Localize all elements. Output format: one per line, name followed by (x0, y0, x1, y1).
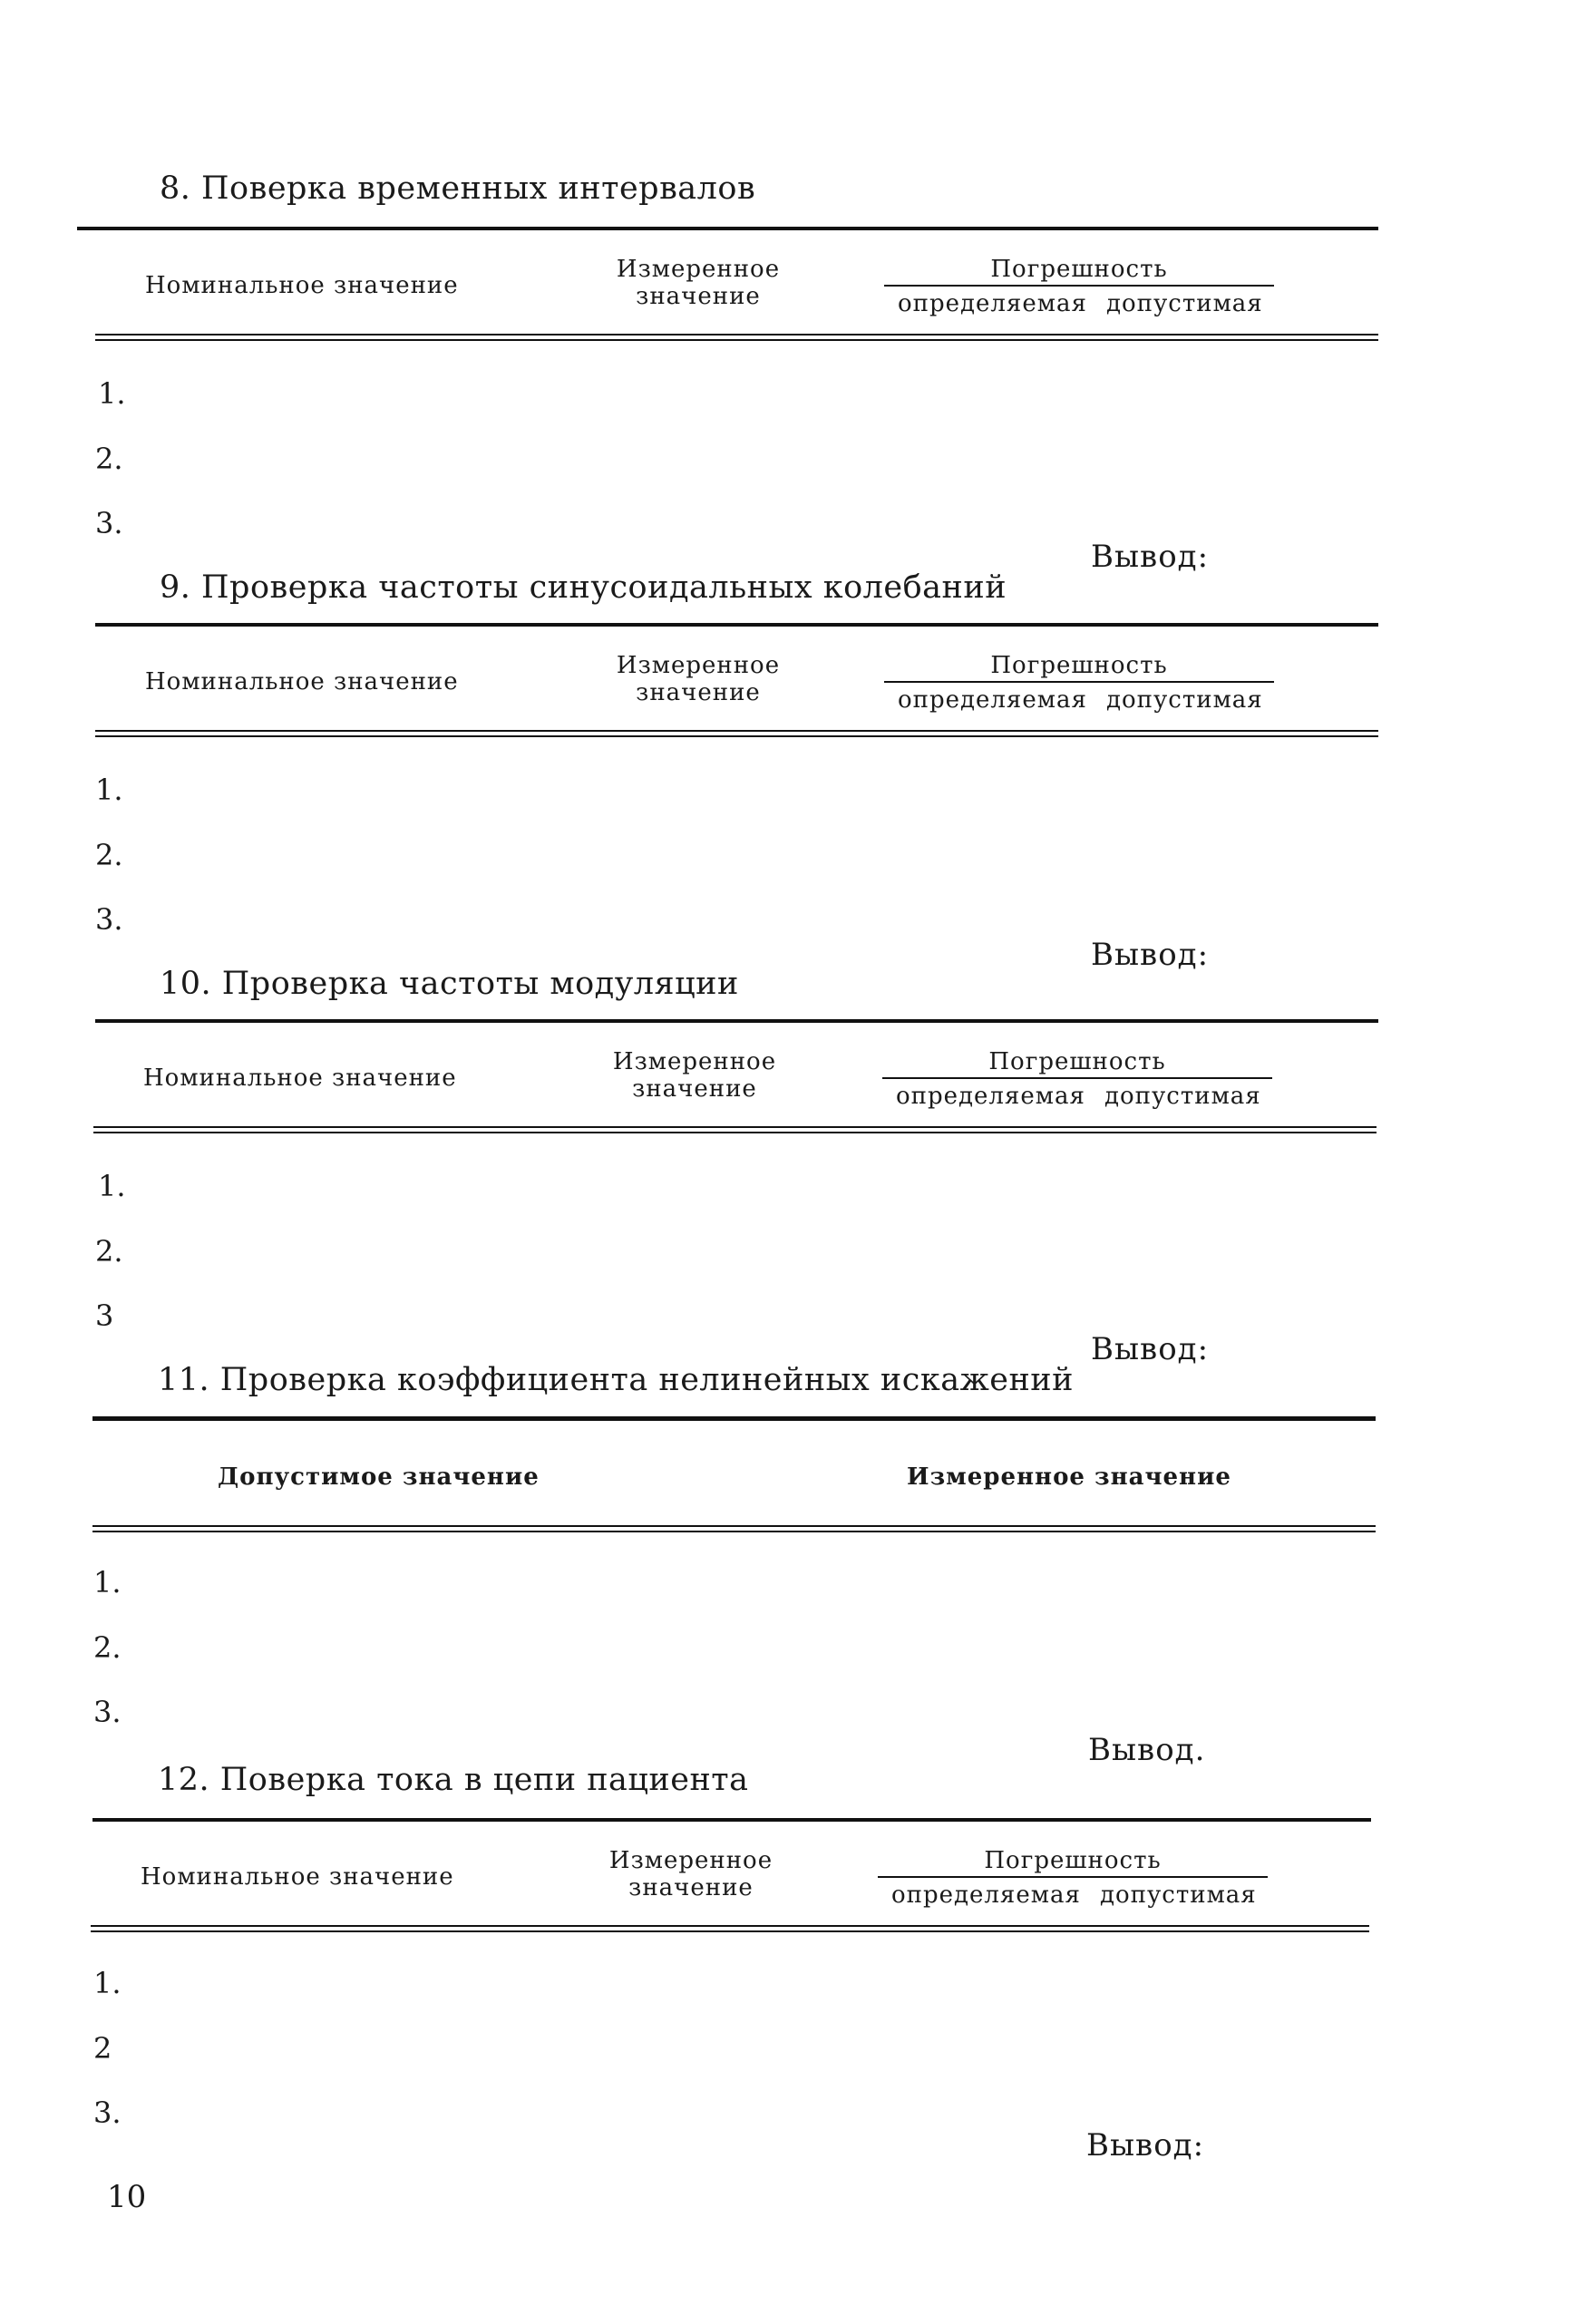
row-number: 2. (95, 838, 123, 872)
header-bottom-rule-2 (95, 339, 1378, 341)
row-number: 3. (95, 506, 123, 540)
section-title: 8. Поверка временных интервалов (160, 170, 756, 207)
error-underline (884, 681, 1274, 683)
error-underline (884, 285, 1274, 287)
header-bottom-rule (91, 1925, 1369, 1927)
row-number: 1. (98, 1169, 126, 1203)
header-measured: Измеренное значение (612, 1048, 777, 1103)
row-number: 3. (93, 2095, 122, 2130)
header-bottom-rule-2 (93, 1132, 1377, 1133)
header-measured: Измеренное значение (616, 256, 781, 310)
header-nominal: Номинальное значение (141, 1863, 454, 1891)
row-number: 1. (93, 1565, 122, 1600)
header-bottom-rule (92, 1525, 1376, 1527)
conclusion-label: Вывод: (1091, 539, 1210, 575)
row-number: 1. (95, 773, 123, 807)
table-top-rule (95, 1019, 1378, 1023)
header-allowed: допустимая (1104, 1083, 1261, 1110)
header-determined: определяемая (898, 686, 1087, 714)
header-measured: Измеренное значение (616, 652, 781, 706)
row-number: 3. (95, 902, 123, 937)
header-error: Погрешность (984, 1847, 1162, 1874)
header-allowed: допустимая (1106, 686, 1263, 714)
row-number: 2. (93, 1630, 122, 1665)
row-number: 2 (93, 2031, 112, 2066)
header-nominal: Номинальное значение (145, 272, 459, 299)
header-determined: определяемая (891, 1882, 1081, 1909)
section-title: 9. Проверка частоты синусоидальных колебаний (160, 569, 1007, 606)
header-bottom-rule (95, 730, 1378, 732)
error-underline (882, 1077, 1272, 1079)
header-nominal: Номинальное значение (145, 668, 459, 695)
header-determined: определяемая (898, 290, 1087, 317)
conclusion-label: Вывод: (1086, 2127, 1205, 2164)
section-title: 11. Проверка коэффициента нелинейных искажений (158, 1362, 1074, 1398)
header-bottom-rule (95, 334, 1378, 335)
row-number: 1. (98, 376, 126, 411)
conclusion-label: Вывод: (1091, 1331, 1210, 1367)
header-bottom-rule-2 (95, 735, 1378, 737)
header-error: Погрешность (988, 1048, 1166, 1075)
row-number: 2. (95, 1234, 123, 1269)
section-title: 10. Проверка частоты модуляции (160, 966, 739, 1002)
header-bottom-rule (93, 1126, 1377, 1128)
header-bottom-rule-2 (91, 1930, 1369, 1932)
table-top-rule (77, 227, 1378, 230)
section-title: 12. Поверка тока в цепи пациента (158, 1762, 749, 1798)
header-nominal: Номинальное значение (143, 1065, 457, 1092)
header-error: Погрешность (990, 652, 1168, 679)
conclusion-label: Вывод: (1091, 937, 1210, 973)
header-measured: Измеренное значение (907, 1463, 1231, 1491)
row-number: 2. (95, 442, 123, 476)
page-number: 10 (107, 2179, 147, 2215)
header-allowed: допустимая (1100, 1882, 1257, 1909)
header-determined: определяемая (896, 1083, 1085, 1110)
header-allowable: Допустимое значение (218, 1463, 540, 1491)
error-underline (878, 1876, 1268, 1878)
header-bottom-rule-2 (92, 1531, 1376, 1532)
table-top-rule (92, 1416, 1376, 1421)
row-number: 1. (93, 1966, 122, 2000)
header-allowed: допустимая (1106, 290, 1263, 317)
header-measured: Измеренное значение (608, 1847, 773, 1901)
table-top-rule (95, 623, 1378, 627)
row-number: 3 (95, 1298, 114, 1333)
conclusion-label: Вывод. (1088, 1732, 1206, 1768)
row-number: 3. (93, 1695, 122, 1729)
table-top-rule (92, 1818, 1371, 1822)
header-error: Погрешность (990, 256, 1168, 283)
